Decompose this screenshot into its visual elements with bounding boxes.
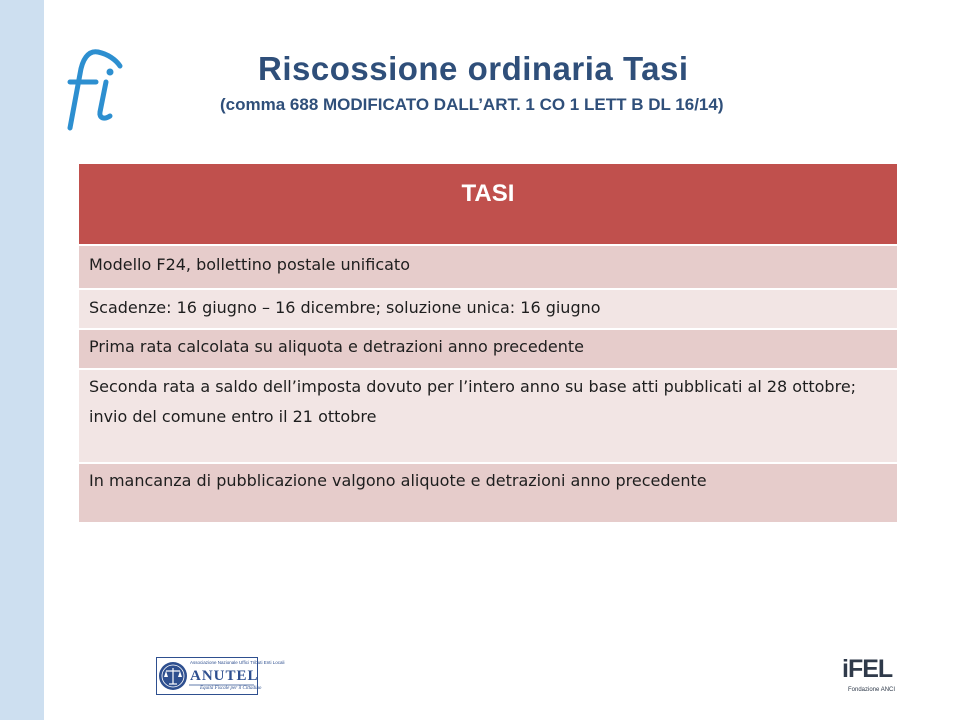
page-subtitle: (comma 688 MODIFICATO DALL’ART. 1 CO 1 LETT B DL 16/14) — [220, 95, 724, 114]
anutel-wordmark: ANUTEL — [190, 668, 259, 684]
table-row — [79, 245, 897, 289]
table-row — [79, 369, 897, 463]
table-cell: Prima rata calcolata su aliquota e detrazioni anno precedente — [79, 329, 897, 369]
page-title: Riscossione ordinaria Tasi — [258, 50, 689, 87]
table-row — [79, 289, 897, 329]
tasi-table — [79, 164, 897, 524]
table-row — [79, 329, 897, 369]
ifel-subtext: Fondazione ANCI — [848, 687, 896, 693]
table-cell: In mancanza di pubblicazione valgono aliquote e detrazioni anno precedente — [79, 463, 897, 523]
fi-logo-icon — [58, 42, 130, 134]
anutel-motto: Equità Fiscale per il Cittadino — [200, 686, 262, 691]
left-accent-bar — [0, 0, 44, 720]
table-cell: Modello F24, bollettino postale unificato — [79, 245, 897, 289]
ifel-logo — [842, 655, 894, 697]
table-cell: Seconda rata a saldo dell’imposta dovuto per l’intero anno su base atti pubblicati al 28 ottobre; invio del comune entro il 21 ottobre — [79, 369, 897, 463]
anutel-top-text: Associazione Nazionale Uffici Tributi Enti Locali — [190, 660, 285, 665]
table-header-row — [79, 164, 897, 245]
table-heading: TASI — [79, 164, 897, 245]
ifel-wordmark: iFEL — [842, 655, 893, 683]
table-row — [79, 463, 897, 523]
table-cell: Scadenze: 16 giugno – 16 dicembre; soluzione unica: 16 giugno — [79, 289, 897, 329]
anutel-logo — [156, 657, 285, 695]
